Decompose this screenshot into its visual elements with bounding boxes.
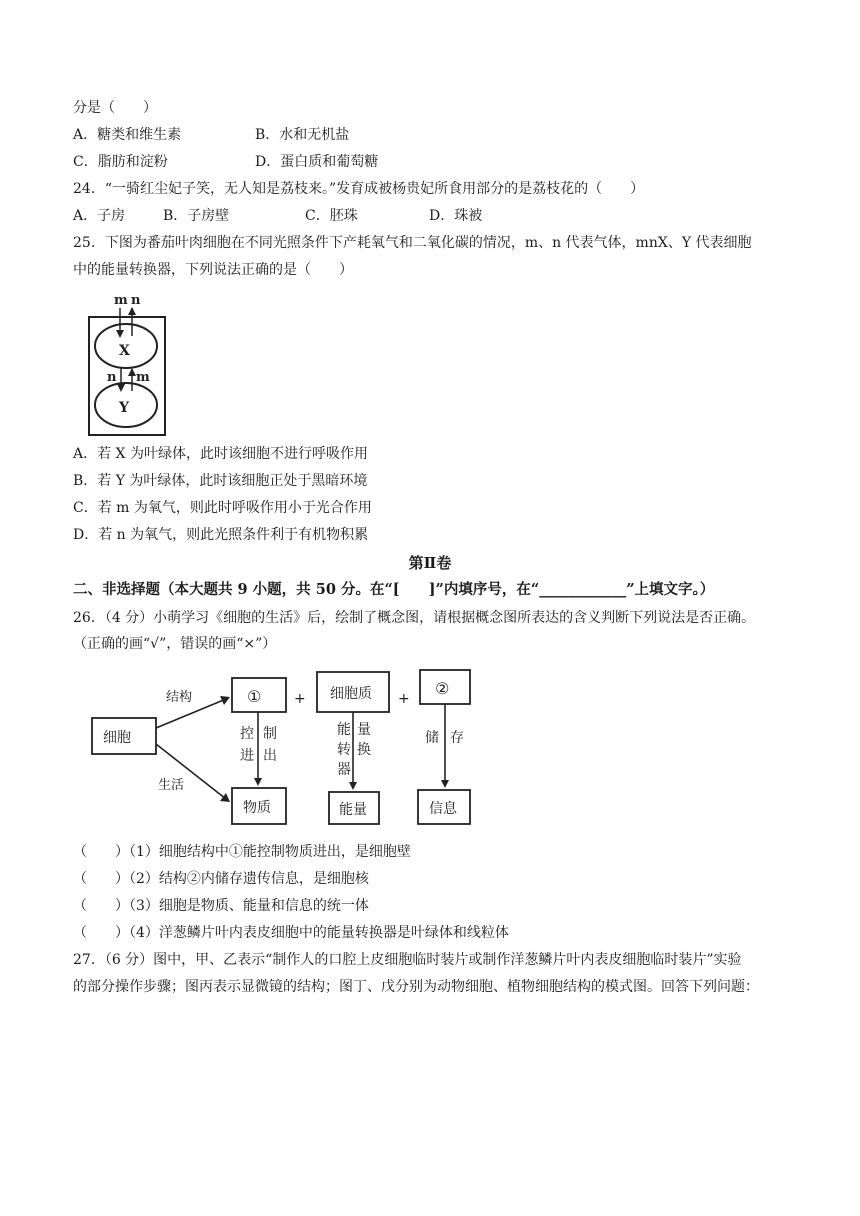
q23-stem-tail: 分是（ ） xyxy=(73,100,157,116)
q26-item-2: （ ）（2）结构②内储存遗传信息，是细胞核 xyxy=(73,871,369,887)
plus-2: + xyxy=(398,691,410,707)
q26-item-4: （ ）（4）洋葱鳞片叶内表皮细胞中的能量转换器是叶绿体和线粒体 xyxy=(73,925,509,941)
q23-options-row1 xyxy=(73,125,349,145)
top-label-n: n xyxy=(131,293,141,308)
store-char-1: 储 xyxy=(425,730,439,746)
q26-stem-line1: 26．（4 分）小萌学习《细胞的生活》后，绘制了概念图，请根据概念图所表达的含义判断下列说法是否正确。 xyxy=(73,610,756,626)
mid-label-m: m xyxy=(136,370,150,385)
store-char-2: 存 xyxy=(450,730,464,746)
arrow-m-up-head xyxy=(128,368,136,376)
control-char-1: 控 xyxy=(240,726,254,742)
top-label-m: m xyxy=(114,293,128,308)
q25-option-c: C．若 m 为氧气，则此时呼吸作用小于光合作用 xyxy=(73,500,372,516)
q25-stem-line1: 25．下图为番茄叶肉细胞在不同光照条件下产耗氧气和二氧化碳的情况，m、n 代表气体，mnX、Y 代表细胞 xyxy=(73,235,752,251)
control-arrow-head xyxy=(254,778,262,786)
energy-char-5: 器 xyxy=(337,762,351,778)
mid-label-n: n xyxy=(107,370,117,385)
q25-organelle-diagram xyxy=(80,288,180,438)
plus-1: + xyxy=(294,691,306,707)
q26-stem-line2: （正确的画“√”，错误的画“×”） xyxy=(73,636,277,652)
q26-item-3: （ ）（3）细胞是物质、能量和信息的统一体 xyxy=(73,898,369,914)
arrow-n-down-head xyxy=(117,384,125,392)
q27-stem-line2: 的部分操作步骤；图丙表示显微镜的结构；图丁、戊分别为动物细胞、植物细胞结构的模式图。回答下列问题： xyxy=(73,979,759,995)
q23-option-b: B．水和无机盐 xyxy=(255,127,350,143)
q24-option-d: D．珠被 xyxy=(429,208,483,224)
q27-stem-line1: 27．（6 分）图中，甲、乙表示“制作人的口腔上皮细胞临时装片或制作洋葱鳞片叶内表皮细胞临时装片”实验 xyxy=(73,952,742,968)
arrow-m-down-head xyxy=(116,330,124,338)
control-char-2: 制 xyxy=(263,726,277,742)
q25-option-d: D．若 n 为氧气，则此光照条件利于有机物积累 xyxy=(73,527,369,543)
control-char-3: 进 xyxy=(240,748,254,764)
energy-char-3: 转 xyxy=(337,742,351,758)
q23-option-c: C．脂肪和淀粉 xyxy=(73,154,168,170)
label-x: X xyxy=(119,343,130,359)
q24-option-b: B．子房壁 xyxy=(163,208,230,224)
energy-char-2: 量 xyxy=(357,722,371,738)
q23-option-a: A．糖类和维生素 xyxy=(73,127,182,143)
box-2-label: ② xyxy=(435,679,450,698)
energy-char-4: 换 xyxy=(357,742,371,758)
box-1-label: ① xyxy=(247,687,262,706)
life-arrow-head xyxy=(220,793,230,802)
part2-title: 第Ⅱ卷 xyxy=(408,554,452,572)
q26-concept-map xyxy=(80,662,500,834)
life-label: 生活 xyxy=(158,778,185,793)
energy-label: 能量 xyxy=(339,802,367,818)
q23-options-row2 xyxy=(73,152,378,172)
energy-arrow-head xyxy=(349,782,357,790)
q26-item-1: （ ）（1）细胞结构中①能控制物质进出，是细胞壁 xyxy=(73,844,411,860)
q23-option-d: D．蛋白质和葡萄糖 xyxy=(255,154,379,170)
part2-heading: 二、非选择题（本大题共 9 小题，共 50 分。在“[ ]”内填序号，在“____________”上填文字。） xyxy=(73,581,715,598)
control-char-4: 出 xyxy=(263,748,277,764)
q24-option-a: A．子房 xyxy=(73,208,126,224)
label-y: Y xyxy=(119,400,129,416)
q24-stem: 24．“一骑红尘妃子笑，无人知是荔枝来。”发育成被杨贵妃所食用部分的是荔枝花的（ ） xyxy=(73,181,645,197)
matter-label: 物质 xyxy=(243,800,271,816)
q24-option-c: C．胚珠 xyxy=(305,208,358,224)
store-arrow-head xyxy=(441,780,449,788)
energy-char-1: 能 xyxy=(337,722,351,738)
q25-option-a: A．若 X 为叶绿体，此时该细胞不进行呼吸作用 xyxy=(73,446,368,462)
cytoplasm-label: 细胞质 xyxy=(330,686,372,702)
cell-label: 细胞 xyxy=(103,730,131,746)
structure-label: 结构 xyxy=(166,690,193,705)
q24-options xyxy=(73,206,482,226)
q25-option-b: B．若 Y 为叶绿体，此时该细胞正处于黑暗环境 xyxy=(73,473,368,489)
arrow-n-up-head xyxy=(128,307,136,315)
info-label: 信息 xyxy=(429,801,457,817)
q25-stem-line2: 中的能量转换器，下列说法正确的是（ ） xyxy=(73,262,353,278)
